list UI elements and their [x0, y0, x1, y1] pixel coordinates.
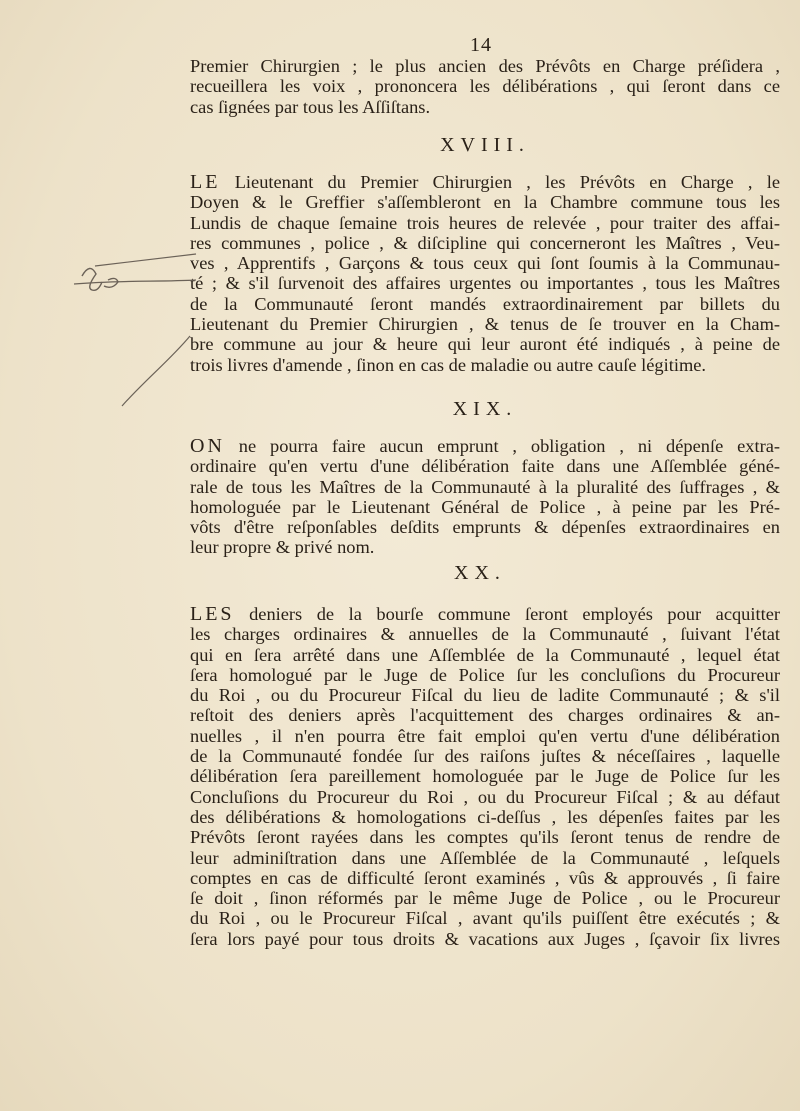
- text-line: ſe doit , ſinon réformés par le même Juge de Police , ou le Procureur: [190, 888, 780, 909]
- text-line: qui en ſera arrêté dans une Aſſemblée de la Communauté , lequel état: [190, 644, 780, 665]
- text-line: de la Communauté fondée ſur des raiſons juſtes & néceſſaires , laquelle: [190, 746, 780, 767]
- text-line: Doyen & le Greffier s'aſſembleront en la Chambre commune tous les: [190, 192, 780, 213]
- text-line: comptes en cas de difficulté ſeront examinés , vûs & approuvés , ſi faire: [190, 867, 780, 888]
- text-line: des délibérations & homologations ci-deſſus , les dépenſes faites par les: [190, 806, 780, 827]
- section-paragraph-xix: [190, 436, 780, 558]
- section-heading-xix: XIX.: [452, 398, 518, 420]
- pencil-mark-icon: [0, 250, 200, 420]
- section-paragraph-xx: [190, 604, 780, 949]
- text-line: LES deniers de la bourſe commune ſeront employés pour acquitter: [190, 603, 780, 625]
- text-line: du Roi , ou du Procureur Fiſcal du lieu de ladite Communauté ; & s'il: [190, 685, 780, 706]
- initial-word: LES: [190, 603, 235, 625]
- text-line: de la Communauté ſeront mandés extraordinairement par billets du: [190, 293, 780, 314]
- text-line: Prévôts ſeront rayées dans les comptes qu'ils ſeront tenus de rendre de: [190, 827, 780, 848]
- text-line: leur propre & privé nom.: [190, 537, 375, 558]
- text-line: Premier Chirurgien ; le plus ancien des Prévôts en Charge préſidera ,: [190, 56, 780, 76]
- section-heading-xx: XX.: [454, 562, 506, 584]
- text-line: Lundis de chaque ſemaine trois heures de relevée , pour traiter des affai-: [190, 212, 780, 233]
- text-line: ſera lors payé pour tous droits & vacations aux Juges , ſçavoir ſix livres: [190, 928, 780, 949]
- text-line: délibération ſera pareillement homologuée par le Juge de Police ſur les: [190, 766, 780, 787]
- text-line: trois livres d'amende , ſinon en cas de maladie ou autre cauſe légitime.: [190, 354, 707, 375]
- text-line: du Roi , ou le Procureur Fiſcal , avant qu'ils puiſſent être exécutés ; &: [190, 908, 780, 929]
- section-heading-xviii: XVIII.: [440, 134, 530, 156]
- text-line: LE Lieutenant du Premier Chirurgien , les Prévôts en Charge , le: [190, 171, 780, 193]
- text-line: ves , Apprentifs , Garçons & tous ceux qui ſont ſoumis à la Communau-: [190, 253, 780, 274]
- text-line: Lieutenant du Premier Chirurgien , & tenus de ſe trouver en la Cham-: [190, 314, 780, 335]
- initial-word: ON: [190, 435, 225, 457]
- text-line: recueillera les voix , prononcera les délibérations , qui ſeront dans ce: [190, 76, 780, 97]
- handwritten-margin-note: [0, 250, 200, 420]
- text-line: té ; & s'il ſurvenoit des affaires urgentes ou importantes , tous les Maîtres: [190, 273, 780, 294]
- text-line: ſera homologué par le Juge de Police ſur les concluſions du Procureur: [190, 664, 780, 685]
- text-line: reſtoit des deniers après l'acquittement des charges ordinaires & an-: [190, 705, 780, 726]
- initial-word: LE: [190, 171, 221, 193]
- text-line: leur adminiſtration dans une Aſſemblée de la Communauté , leſquels: [190, 847, 780, 868]
- text-line: Concluſions du Procureur du Roi , ou du Procureur Fiſcal ; & au défaut: [190, 786, 780, 807]
- intro-paragraph: [190, 56, 780, 117]
- text-line: rale de tous les Maîtres de la Communauté à la pluralité des ſuffrages , &: [190, 476, 780, 497]
- text-line: bre commune au jour & heure qui leur auront été indiqués , à peine de: [190, 334, 780, 355]
- section-paragraph-xviii: [190, 172, 780, 375]
- page-number: 14: [470, 34, 492, 56]
- text-line: cas ſignées par tous les Aſſiſtans.: [190, 96, 431, 117]
- text-line: les charges ordinaires & annuelles de la Communauté , ſuivant l'état: [190, 624, 780, 645]
- text-line: ordinaire qu'en vertu d'une délibération faite dans une Aſſemblée géné-: [190, 456, 780, 477]
- text-line: ON ne pourra faire aucun emprunt , obligation , ni dépenſe extra-: [190, 435, 780, 457]
- text-line: vôts d'être reſponſables deſdits emprunts & dépenſes extraordinaires en: [190, 517, 780, 538]
- text-line: homologuée par le Lieutenant Général de Police , à peine par les Pré-: [190, 496, 780, 517]
- text-line: res communes , police , & diſcipline qui concerneront les Maîtres , Veu-: [190, 232, 780, 253]
- text-line: nuelles , il n'en pourra être fait emploi qu'en vertu d'une délibération: [190, 725, 780, 746]
